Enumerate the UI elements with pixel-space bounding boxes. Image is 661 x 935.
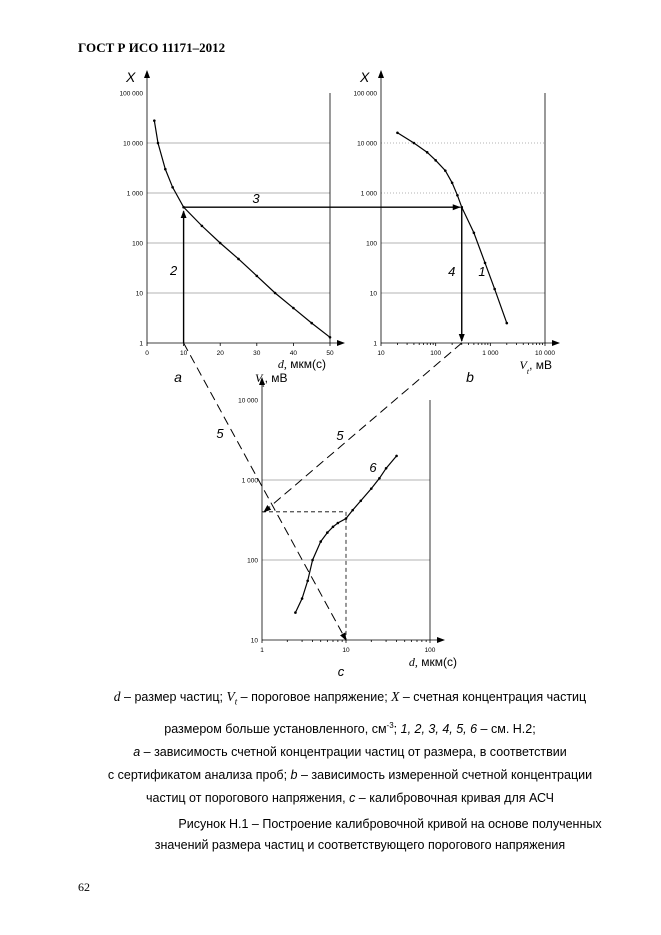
figure-title-line-2: значений размера частиц и соответствующего порогового напряжения: [154, 838, 566, 852]
data-point-a-1: [157, 142, 160, 145]
legend-line-3: a – зависимость счетной концентрации частиц от размера, в соответствии: [133, 744, 567, 759]
xtick-b-0: 10: [377, 350, 385, 357]
ytick-b-2: 100: [366, 240, 377, 248]
ytick-a-1: 10: [135, 290, 143, 298]
xtick-a-0: 0: [145, 350, 149, 357]
data-point-a-0: [153, 119, 156, 122]
ytick-c-3: 10 000: [238, 397, 258, 405]
ytick-a-3: 1 000: [126, 190, 143, 198]
xtick-a-2: 20: [216, 350, 224, 357]
curve-label-1: 1: [478, 264, 486, 279]
data-point-c-1: [301, 597, 304, 600]
ytick-c-0: 10: [250, 637, 258, 645]
xtick-a-4: 40: [289, 350, 298, 357]
xtick-c-2: 100: [424, 647, 436, 654]
series-line-b: [397, 133, 506, 323]
data-point-b-3: [434, 159, 437, 162]
data-point-a-5: [201, 225, 204, 228]
xtick-c-0: 1: [260, 647, 264, 654]
data-point-a-7: [237, 258, 240, 261]
data-point-a-8: [255, 275, 258, 278]
panel-label-b: b: [466, 369, 474, 385]
data-point-b-4: [444, 169, 447, 172]
x-axis-label-b: $V_t$, мВ: [519, 358, 552, 376]
data-point-c-2: [306, 579, 309, 582]
callout-4: 4: [448, 264, 456, 279]
legend-line-5: частиц от порогового напряжения, c – калибровочная кривая для АСЧ: [146, 790, 554, 805]
data-point-a-10: [292, 307, 295, 310]
data-point-a-6: [219, 242, 222, 245]
x-axis-label-c: d, мкм(с): [408, 655, 457, 669]
data-point-c-13: [385, 467, 388, 470]
xtick-a-3: 30: [253, 350, 261, 357]
ytick-b-3: 1 000: [360, 190, 377, 198]
ytick-a-4: 10 000: [123, 140, 143, 148]
data-point-c-3: [311, 559, 314, 562]
data-point-c-7: [337, 522, 340, 525]
panel-label-c: c: [337, 664, 345, 679]
callout-2: 2: [169, 263, 178, 278]
document-header: ГОСТ Р ИСО 11171–2012: [78, 40, 226, 55]
ytick-a-5: 100 000: [119, 90, 143, 98]
data-point-a-11: [310, 322, 313, 325]
data-point-a-3: [171, 186, 174, 189]
data-point-a-2: [164, 168, 167, 171]
ytick-a-0: 1: [139, 340, 143, 348]
legend-line-1: d – размер частиц; $V_t$ – пороговое напряжение; X – счетная концентрация частиц: [113, 689, 587, 707]
y-axis-label-a: X: [126, 69, 136, 85]
data-point-c-4: [319, 540, 322, 543]
xtick-c-1: 10: [342, 647, 350, 654]
ytick-c-1: 100: [247, 557, 258, 565]
data-point-c-0: [294, 611, 297, 614]
data-point-c-10: [359, 499, 362, 502]
data-point-b-6: [456, 194, 459, 197]
page-number: 62: [78, 880, 90, 894]
ytick-b-0: 1: [373, 340, 377, 348]
data-point-b-11: [505, 322, 508, 325]
xtick-b-3: 10 000: [535, 350, 555, 357]
xtick-b-2: 1 000: [482, 350, 499, 357]
ytick-b-4: 10 000: [357, 140, 377, 148]
data-point-c-14: [395, 455, 398, 458]
data-point-b-2: [426, 151, 429, 154]
series-line-a: [154, 121, 330, 338]
data-point-b-5: [451, 181, 454, 184]
data-point-c-5: [326, 531, 329, 534]
data-point-c-9: [351, 509, 354, 512]
callout-5-right: 5: [336, 428, 344, 443]
ytick-a-2: 100: [132, 240, 143, 248]
xtick-a-1: 10: [179, 350, 188, 357]
xtick-b-1: 100: [430, 350, 442, 357]
data-point-a-9: [274, 292, 277, 295]
ytick-b-5: 100 000: [353, 90, 377, 98]
figure-title-line-1: Рисунок Н.1 – Построение калибровочной кривой на основе полученных: [178, 817, 602, 831]
y-axis-label-b: X: [360, 69, 370, 85]
ytick-c-2: 1 000: [241, 477, 258, 485]
data-point-b-0: [396, 131, 399, 134]
x-axis-label-a: d, мкм(с): [277, 357, 326, 371]
callout-5-left: 5: [216, 426, 224, 441]
callout-3: 3: [252, 191, 260, 207]
panel-label-a: a: [174, 369, 182, 385]
figure-legend: [60, 685, 640, 810]
y-axis-label-c: $V_t$, мВ: [255, 371, 288, 389]
figure-title: [60, 814, 660, 856]
legend-line-4: с сертификатом анализа проб; b – зависимость измеренной счетной концентрации: [107, 767, 593, 782]
data-point-b-1: [413, 142, 416, 145]
xtick-a-5: 50: [326, 350, 334, 357]
data-point-c-11: [370, 487, 373, 490]
data-point-b-10: [493, 288, 496, 291]
ytick-b-1: 10: [369, 290, 377, 298]
dashed-line-5-left: [184, 343, 346, 640]
legend-line-2: размером больше установленного, $см^{-3}$; 1, 2, 3, 4, 5, 6 – см. Н.2;: [164, 720, 536, 736]
data-point-c-12: [378, 477, 381, 480]
curve-label-6: 6: [369, 460, 377, 475]
data-point-c-6: [332, 526, 335, 529]
data-point-a-12: [329, 336, 332, 339]
data-point-b-8: [473, 231, 476, 234]
